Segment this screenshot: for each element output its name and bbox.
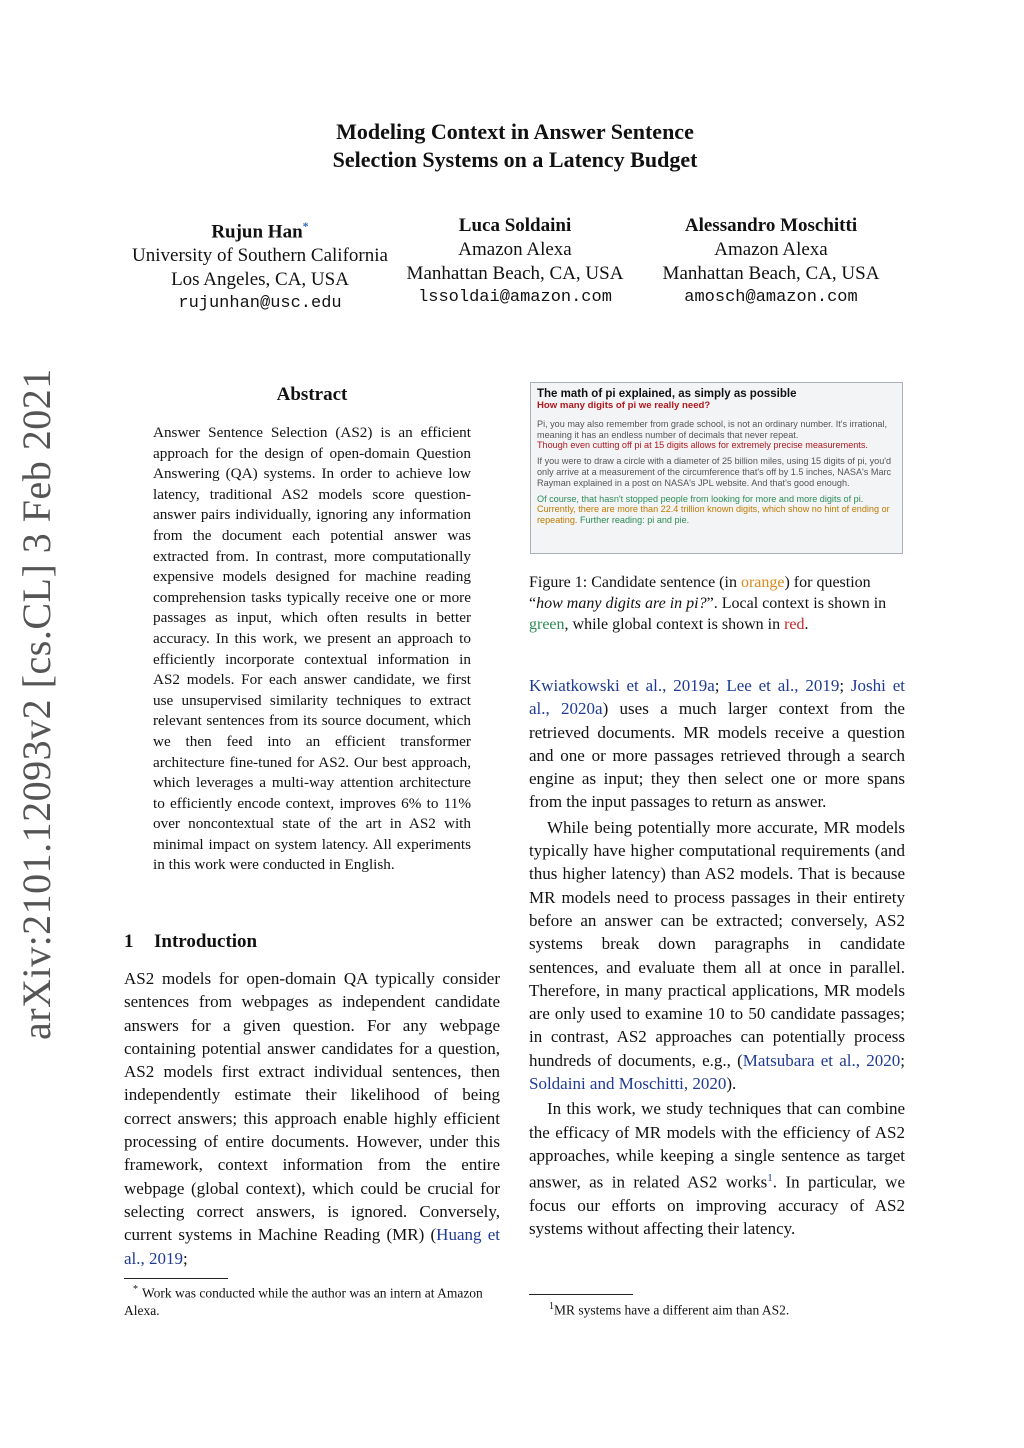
arxiv-identifier: arXiv:2101.12093v2 [cs.CL] 3 Feb 2021 bbox=[14, 368, 59, 1040]
figure-subheading: How many digits of pi we really need? bbox=[537, 400, 711, 411]
right-paragraph-1: Kwiatkowski et al., 2019a; Lee et al., 2019; Joshi et al., 2020a) uses a much larger context from the retrieved documents. MR models receive a question and one or more passages retrieved through a search engine as input; they then select one or more spans from the input passages to return as answer. bbox=[529, 676, 905, 812]
right-column-text bbox=[529, 674, 905, 1241]
section-title: Introduction bbox=[154, 931, 258, 952]
author-email[interactable]: lssoldai@amazon.com bbox=[418, 288, 612, 307]
citation-link[interactable]: Lee et al., 2019 bbox=[726, 676, 840, 695]
caption-red-word: red bbox=[784, 616, 805, 633]
citation-link[interactable]: Joshi et al., 2020a bbox=[529, 676, 905, 719]
figure-heading: The math of pi explained, as simply as possible bbox=[537, 388, 797, 400]
figure-paragraph-3 bbox=[537, 494, 896, 526]
author-2 bbox=[390, 214, 640, 310]
global-context-text: Though even cutting off pi at 15 digits allows for extremely precise measurements. bbox=[537, 440, 868, 451]
abstract-heading: Abstract bbox=[276, 384, 348, 405]
footnote-text: MR systems have a different aim than AS2. bbox=[554, 1302, 790, 1318]
author-email[interactable]: rujunhan@usc.edu bbox=[178, 294, 342, 314]
figure-1-caption: Figure 1: Candidate sentence (in orange) for question “how many digits are in pi?”. Local context is shown in green, while global context is shown in red. bbox=[529, 574, 887, 633]
citation-link[interactable]: Matsubara et al., 2020 bbox=[742, 1050, 901, 1070]
abstract-text: Answer Sentence Selection (AS2) is an efficient approach for the design of open-domain Question Answering (QA) systems. In order to achieve low latency, traditional AS2 models score question-answer pairs individually, ignoring any information from the document each potential answer was extracted from. In contrast, more computationally expensive models designed for machine reading comprehension tasks typically receive one or more passages as input, which often results in better accuracy. In this work, we present an approach to efficiently incorporate contextual information in AS2 models. For each answer candidate, we first use unsupervised similarity techniques to extract relevant sentences from its source document, which we then feed into an efficient transformer architecture fine-tuned for AS2. Our best approach, which leverages a multi-way attention architecture to efficiently encode context, improves 6% to 11% over noncontextual state of the art in AS2 with minimal impact on system latency. All experiments in this work were conducted in English. bbox=[153, 424, 471, 874]
title-line-1: Modeling Context in Answer Sentence bbox=[336, 119, 694, 144]
author-affiliation: Amazon Alexa bbox=[458, 239, 572, 260]
footnote-left bbox=[124, 1281, 500, 1319]
author-affiliation: Amazon Alexa bbox=[714, 239, 828, 260]
section-number: 1 bbox=[124, 931, 134, 952]
author-3 bbox=[648, 214, 894, 310]
local-context-text: Further reading: pi and pie. bbox=[579, 515, 690, 526]
caption-green-word: green bbox=[529, 616, 565, 633]
author-name: Luca Soldaini bbox=[458, 215, 572, 236]
local-context-text: Of course, that hasn't stopped people from looking for more and more digits of pi. bbox=[537, 493, 864, 504]
footnote-mark: 1 bbox=[549, 1301, 554, 1312]
candidate-sentence-text: Currently, there are more than 22.4 trillion known digits, which show no hint of ending or repeating. bbox=[537, 504, 890, 526]
footnote-right bbox=[529, 1298, 905, 1319]
figure-1-example-box bbox=[530, 382, 903, 554]
figure-paragraph-2: If you were to draw a circle with a diameter of 25 billion miles, using 15 digits of pi, you'd only arrive at a measurement of the circumference that's off by 1.5 inches, NASA's Marc Rayman explained in a post on NASA's JPL website. And that's good enough. bbox=[537, 456, 892, 488]
citation-link[interactable]: Huang et al., 2019 bbox=[124, 1225, 500, 1268]
paper-title bbox=[0, 118, 1024, 174]
footnote-link[interactable]: 1 bbox=[767, 1172, 773, 1185]
author-location: Manhattan Beach, CA, USA bbox=[406, 263, 624, 284]
author-location: Los Angeles, CA, USA bbox=[171, 269, 349, 291]
figure-paragraph-1 bbox=[537, 419, 896, 451]
caption-question: how many digits are in pi? bbox=[536, 595, 707, 612]
footnote-text: Work was conducted while the author was an intern at Amazon Alexa. bbox=[124, 1285, 483, 1318]
figure-text: Pi, you may also remember from grade school, is not an ordinary number. It's irrational, meaning it has an endless number of decimals that never repeat. bbox=[537, 418, 887, 440]
author-affiliation: University of Southern California bbox=[132, 245, 388, 267]
author-name: Rujun Han* bbox=[211, 219, 309, 243]
author-footnote-mark[interactable]: * bbox=[302, 219, 309, 233]
footnote-mark: * bbox=[133, 1284, 138, 1295]
footnote-divider-left bbox=[124, 1278, 228, 1279]
intro-paragraph-left bbox=[124, 967, 500, 1270]
section-heading bbox=[124, 931, 257, 953]
right-paragraph-3: In this work, we study techniques that can combine the efficacy of MR models with the efficiency of AS2 approaches, while keeping a single sentence as target answer, as in related AS2 works$^1$. In particular, we focus our efforts on improving accuracy of AS2 systems without affecting their latency. bbox=[529, 1099, 905, 1239]
author-1 bbox=[110, 214, 410, 316]
author-email[interactable]: amosch@amazon.com bbox=[684, 288, 858, 307]
footnote-divider-right bbox=[529, 1294, 633, 1295]
intro-text: AS2 models for open-domain QA typically consider sentences from webpages as independent candidate answers for a given question. For any webpage containing potential answer candidates for a question, AS2 models first extract individual sentences, then independently estimate their likelihood of being correct answers; this approach enable highly efficient processing of entire documents. However, under this framework, context information from the entire webpage (global context), which could be crucial for selecting correct answers, is ignored. Conversely, current systems in Machine Reading (MR) ( bbox=[124, 969, 500, 1245]
intro-text-end: ; bbox=[183, 1248, 188, 1268]
author-location: Manhattan Beach, CA, USA bbox=[662, 263, 880, 284]
citation-link[interactable]: Kwiatkowski et al., 2019a bbox=[529, 676, 715, 695]
author-name: Alessandro Moschitti bbox=[684, 215, 858, 236]
title-line-2: Selection Systems on a Latency Budget bbox=[332, 147, 698, 172]
right-paragraph-2: While being potentially more accurate, MR models typically have higher computational requirements (and thus higher latency) than AS2 models. That is because MR models need to process passages in their entirety before an answer can be extracted; conversely, AS2 systems break down paragraphs in candidate sentences, and evaluate them all at once in parallel. Therefore, in many practical applications, MR models are only used to examine 10 to 50 candidate passages; in contrast, AS2 approaches can potentially process hundreds of documents, e.g., (Matsubara et al., 2020; Soldaini and Moschitti, 2020). bbox=[529, 817, 906, 1094]
citation-link[interactable]: Soldaini and Moschitti, 2020 bbox=[529, 1074, 727, 1094]
caption-orange-word: orange bbox=[740, 574, 785, 591]
